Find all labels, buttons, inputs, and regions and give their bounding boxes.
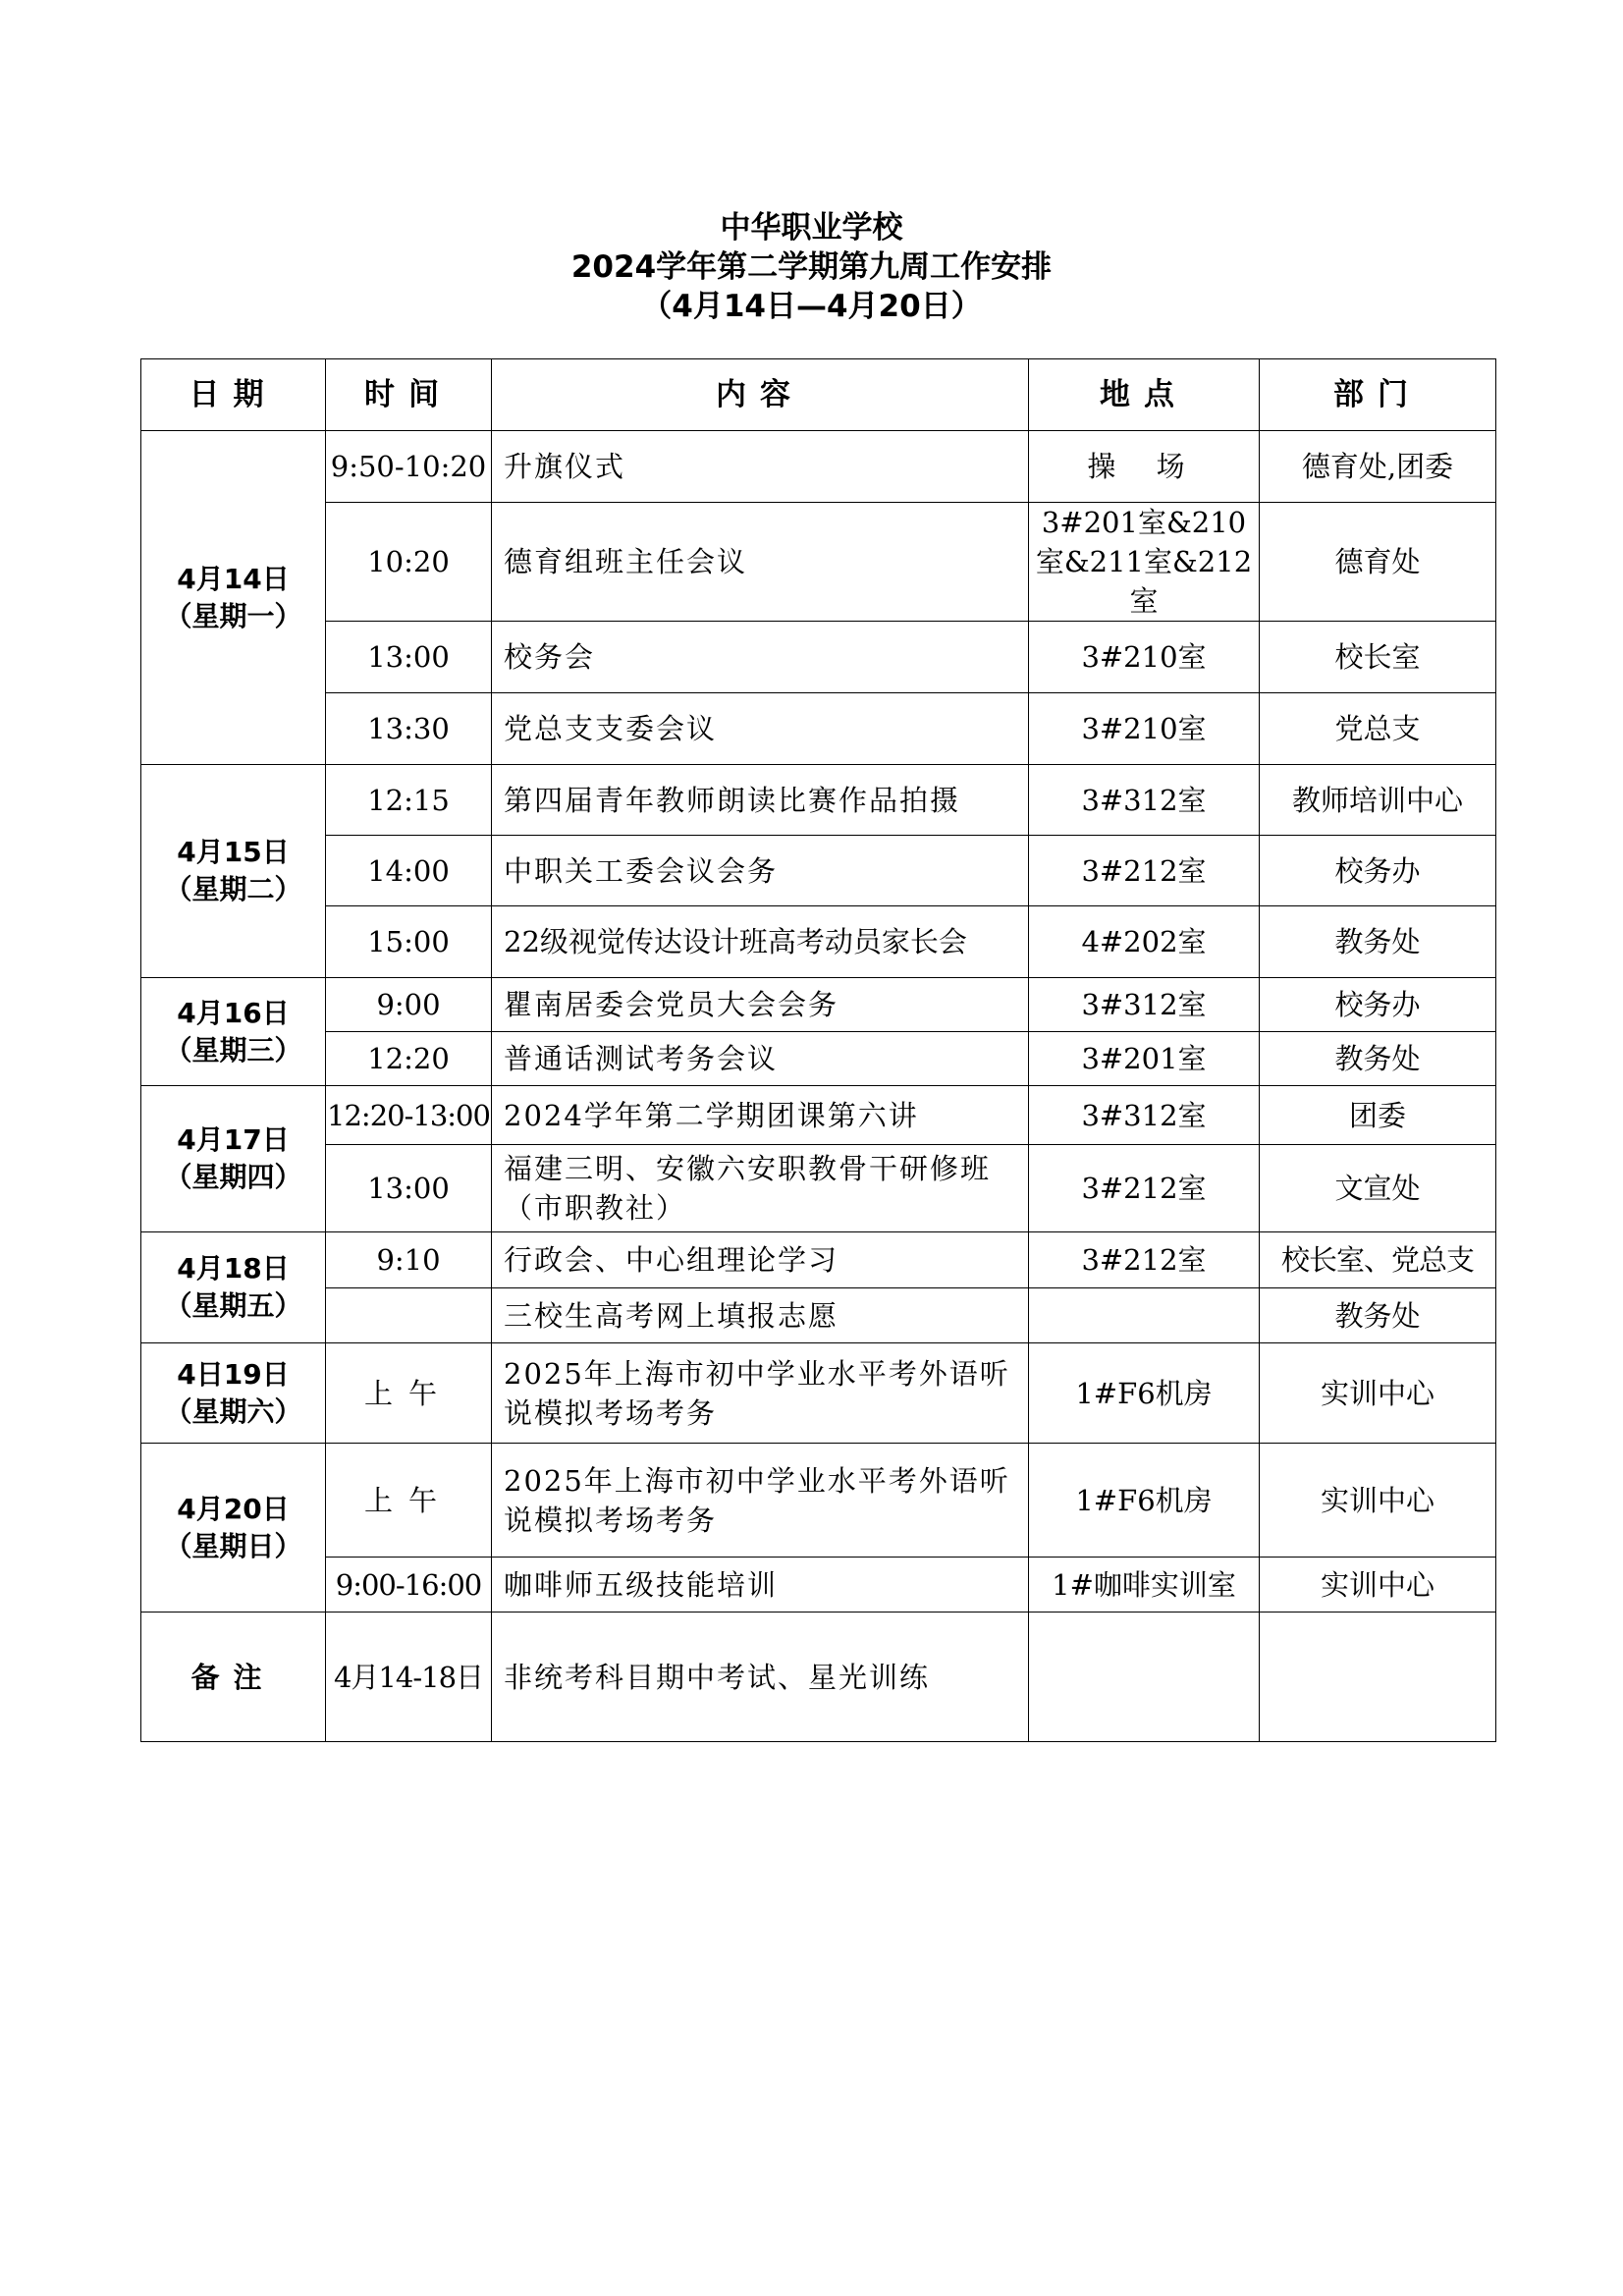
content-cell: 咖啡师五级技能培训 [492,1558,1029,1613]
column-header-dept: 部门 [1260,359,1496,431]
place-cell: 4#202室 [1029,906,1260,978]
place-cell: 1#F6机房 [1029,1343,1260,1444]
time-cell: 9:10 [326,1232,492,1288]
table-header-row [141,359,1496,431]
date-text: 4日19日 [177,1357,290,1391]
place-cell: 3#201室 [1029,1032,1260,1086]
date-text: 4月17日 [177,1123,290,1156]
time-cell: 9:50-10:20 [326,431,492,503]
place-cell: 3#212室 [1029,1145,1260,1232]
content-cell: 德育组班主任会议 [492,503,1029,622]
weekday-text: （星期四） [164,1161,302,1193]
time-cell: 13:00 [326,1145,492,1232]
place-cell: 1#F6机房 [1029,1444,1260,1558]
date-cell [141,1444,326,1613]
content-cell: 2025年上海市初中学业水平考外语听说模拟考场考务 [492,1444,1029,1558]
table-row [141,836,1496,906]
date-cell [141,765,326,978]
table-row [141,1343,1496,1444]
time-cell: 13:30 [326,693,492,765]
content-cell: 2024学年第二学期团课第六讲 [492,1086,1029,1145]
remark-content: 非统考科目期中考试、星光训练 [492,1613,1029,1742]
dept-cell: 校务办 [1260,978,1496,1032]
table-row [141,1232,1496,1288]
dept-cell: 教务处 [1260,906,1496,978]
time-cell: 上午 [326,1444,492,1558]
time-cell: 12:15 [326,765,492,836]
dept-cell: 校务办 [1260,836,1496,906]
time-cell: 9:00 [326,978,492,1032]
dept-cell: 实训中心 [1260,1343,1496,1444]
date-cell [141,1343,326,1444]
table-row [141,1032,1496,1086]
date-text: 4月18日 [177,1252,290,1285]
content-cell: 校务会 [492,622,1029,693]
content-cell: 福建三明、安徽六安职教骨干研修班（市职教社） [492,1145,1029,1232]
dept-cell: 实训中心 [1260,1444,1496,1558]
date-text: 4月15日 [177,836,290,868]
content-cell: 普通话测试考务会议 [492,1032,1029,1086]
content-cell: 22级视觉传达设计班高考动员家长会 [492,906,1029,978]
date-text: 4月14日 [177,562,290,595]
place-cell: 3#312室 [1029,1086,1260,1145]
weekday-text: （星期五） [164,1289,302,1322]
time-cell: 9:00-16:00 [326,1558,492,1613]
date-range: （4月14日—4月20日） [641,289,982,324]
time-cell: 15:00 [326,906,492,978]
table-row [141,503,1496,622]
document-header [0,208,1623,326]
weekday-text: （星期六） [164,1394,302,1428]
dept-cell: 实训中心 [1260,1558,1496,1613]
time-cell: 12:20-13:00 [326,1086,492,1145]
dept-cell: 校长室 [1260,622,1496,693]
remark-time: 4月14-18日 [326,1613,492,1742]
dept-cell: 教务处 [1260,1288,1496,1343]
column-header-time: 时间 [326,359,492,431]
remark-label: 备注 [141,1613,326,1742]
dept-cell: 团委 [1260,1086,1496,1145]
weekday-text: （星期一） [164,599,302,632]
time-cell: 12:20 [326,1032,492,1086]
date-text: 4月20日 [177,1492,290,1525]
time-cell: 10:20 [326,503,492,622]
place-cell [1029,1288,1260,1343]
dept-cell: 文宣处 [1260,1145,1496,1232]
dept-cell: 德育处 [1260,503,1496,622]
weekday-text: （星期日） [164,1529,302,1562]
column-header-date: 日期 [141,359,326,431]
content-cell: 行政会、中心组理论学习 [492,1232,1029,1288]
content-cell: 第四届青年教师朗读比赛作品拍摄 [492,765,1029,836]
table-row [141,1288,1496,1343]
place-cell: 3#212室 [1029,836,1260,906]
content-cell: 瞿南居委会党员大会会务 [492,978,1029,1032]
remark-dept [1260,1613,1496,1742]
dept-cell: 教务处 [1260,1032,1496,1086]
place-cell: 1#咖啡实训室 [1029,1558,1260,1613]
place-cell: 3#312室 [1029,978,1260,1032]
dept-cell: 党总支 [1260,693,1496,765]
date-cell [141,978,326,1086]
place-cell: 3#312室 [1029,765,1260,836]
dept-cell: 教师培训中心 [1260,765,1496,836]
dept-cell: 校长室、党总支 [1260,1232,1496,1288]
remark-row [141,1613,1496,1742]
content-cell: 升旗仪式 [492,431,1029,503]
schedule-table [140,358,1496,1742]
time-cell: 上午 [326,1343,492,1444]
weekday-text: （星期二） [164,873,302,905]
table-row [141,906,1496,978]
document-title: 2024学年第二学期第九周工作安排 [570,249,1053,285]
table-row [141,1145,1496,1232]
table-row [141,1444,1496,1558]
table-row [141,765,1496,836]
dept-cell: 德育处,团委 [1260,431,1496,503]
table-row [141,1558,1496,1613]
place-cell: 3#201室&210室&211室&212室 [1029,503,1260,622]
place-cell: 操 场 [1029,431,1260,503]
date-cell [141,1232,326,1343]
time-cell [326,1288,492,1343]
content-cell: 中职关工委会议会务 [492,836,1029,906]
time-cell: 14:00 [326,836,492,906]
weekday-text: （星期三） [164,1033,302,1066]
table-row [141,1086,1496,1145]
school-name: 中华职业学校 [720,210,903,246]
place-cell: 3#212室 [1029,1232,1260,1288]
table-row [141,622,1496,693]
table-row [141,693,1496,765]
remark-place [1029,1613,1260,1742]
column-header-place: 地点 [1029,359,1260,431]
column-header-content: 内容 [492,359,1029,431]
content-cell: 党总支支委会议 [492,693,1029,765]
table-row [141,431,1496,503]
content-cell: 2025年上海市初中学业水平考外语听说模拟考场考务 [492,1343,1029,1444]
time-cell: 13:00 [326,622,492,693]
table-row [141,978,1496,1032]
date-text: 4月16日 [177,996,290,1029]
place-cell: 3#210室 [1029,622,1260,693]
date-cell [141,431,326,765]
place-cell: 3#210室 [1029,693,1260,765]
date-cell [141,1086,326,1232]
content-cell: 三校生高考网上填报志愿 [492,1288,1029,1343]
